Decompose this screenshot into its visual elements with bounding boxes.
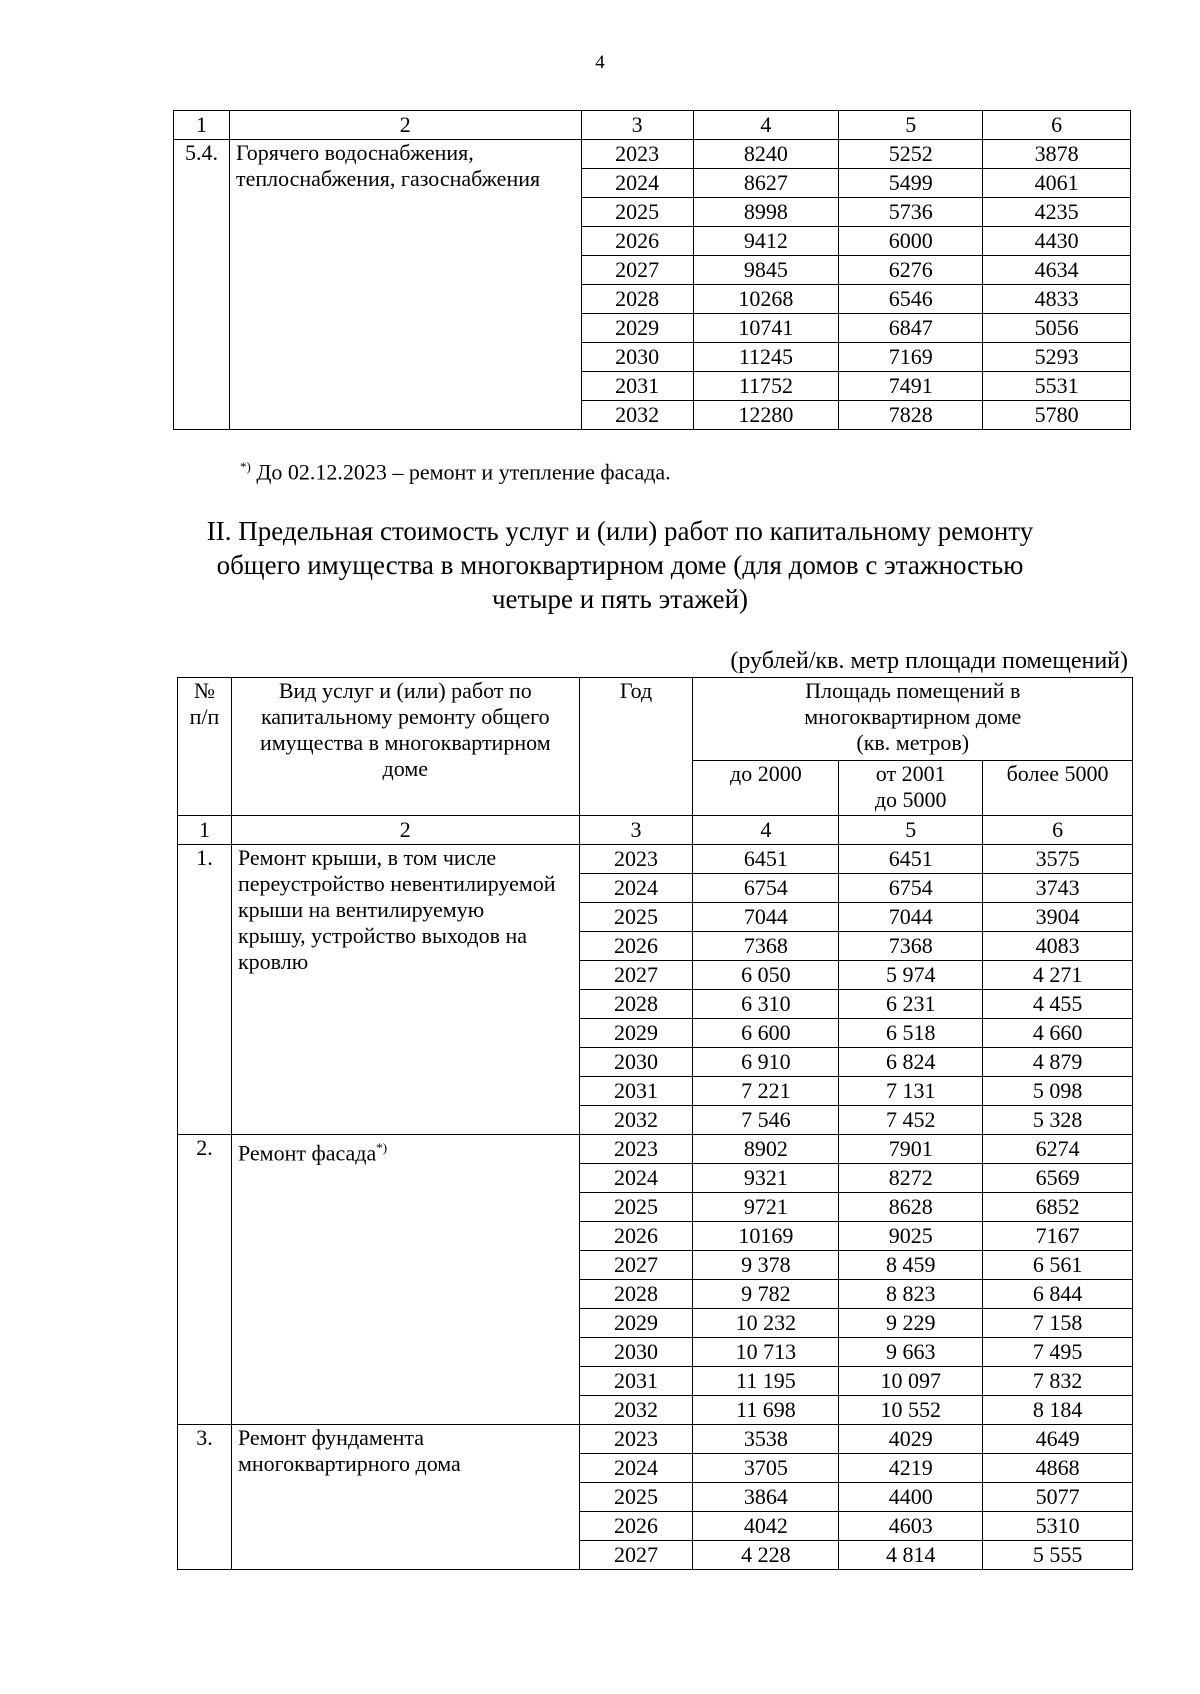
year-cell: 2025 — [579, 1483, 693, 1512]
year-cell: 2025 — [581, 198, 693, 227]
value-cell: 5 098 — [983, 1077, 1133, 1106]
header-work-type — [231, 678, 579, 816]
value-cell: 4061 — [983, 169, 1131, 198]
value-cell: 10 232 — [693, 1309, 839, 1338]
value-cell: 8902 — [693, 1135, 839, 1164]
header-work-type-line: доме — [382, 756, 429, 781]
value-cell: 9 229 — [839, 1309, 983, 1338]
value-cell: 5310 — [983, 1512, 1133, 1541]
item-number: 1. — [178, 845, 232, 1135]
value-cell: 4 455 — [983, 990, 1133, 1019]
value-cell: 7901 — [839, 1135, 983, 1164]
value-cell: 9025 — [839, 1222, 983, 1251]
year-cell: 2029 — [579, 1019, 693, 1048]
column-number: 2 — [231, 816, 579, 845]
year-cell: 2024 — [579, 1454, 693, 1483]
value-cell: 6847 — [839, 314, 983, 343]
value-cell: 5077 — [983, 1483, 1133, 1512]
value-cell: 10268 — [693, 285, 839, 314]
footnote-text: До 02.12.2023 – ремонт и утепление фасада. — [250, 459, 671, 485]
value-cell: 9845 — [693, 256, 839, 285]
value-cell: 4 660 — [983, 1019, 1133, 1048]
column-number: 1 — [178, 816, 232, 845]
footnote-mark: *) — [376, 1140, 388, 1155]
value-cell: 6 910 — [693, 1048, 839, 1077]
value-cell: 6546 — [839, 285, 983, 314]
value-cell: 7 452 — [839, 1106, 983, 1135]
value-cell: 3705 — [693, 1454, 839, 1483]
value-cell: 5252 — [839, 140, 983, 169]
year-cell: 2027 — [579, 961, 693, 990]
year-cell: 2026 — [579, 1512, 693, 1541]
value-cell: 5780 — [983, 401, 1131, 430]
value-cell: 5499 — [839, 169, 983, 198]
year-cell: 2027 — [581, 256, 693, 285]
value-cell: 4042 — [693, 1512, 839, 1541]
value-cell: 7044 — [693, 903, 839, 932]
value-cell: 11 698 — [693, 1396, 839, 1425]
item-name-line: Горячего водоснабжения, — [235, 140, 474, 165]
item-name-line: Ремонт крыши, в том числе — [237, 845, 497, 870]
value-cell: 4 271 — [983, 961, 1133, 990]
item-number: 3. — [178, 1425, 232, 1570]
value-cell: 7368 — [693, 932, 839, 961]
value-cell: 4029 — [839, 1425, 983, 1454]
year-cell: 2023 — [579, 1135, 693, 1164]
header-num-line: п/п — [189, 704, 220, 729]
units-label: (рублей/кв. метр площади помещений) — [730, 648, 1128, 674]
value-cell: 5293 — [983, 343, 1131, 372]
value-cell: 3878 — [983, 140, 1131, 169]
value-cell: 4400 — [839, 1483, 983, 1512]
value-cell: 9 378 — [693, 1251, 839, 1280]
column-number: 5 — [839, 111, 983, 140]
header-area-up-to-2000: до 2000 — [693, 761, 839, 816]
value-cell: 6 050 — [693, 961, 839, 990]
value-cell: 6 310 — [693, 990, 839, 1019]
header-num — [178, 678, 232, 816]
value-cell: 9321 — [693, 1164, 839, 1193]
section-heading — [150, 514, 1090, 616]
value-cell: 4430 — [983, 227, 1131, 256]
value-cell: 3743 — [983, 874, 1133, 903]
value-cell: 7368 — [839, 932, 983, 961]
column-numbers-row — [178, 816, 1133, 845]
value-cell: 6276 — [839, 256, 983, 285]
value-cell: 6000 — [839, 227, 983, 256]
year-cell: 2030 — [579, 1048, 693, 1077]
year-cell: 2026 — [579, 932, 693, 961]
value-cell: 10169 — [693, 1222, 839, 1251]
year-cell: 2028 — [581, 285, 693, 314]
column-number: 1 — [174, 111, 230, 140]
column-numbers-row — [174, 111, 1131, 140]
value-cell: 9 782 — [693, 1280, 839, 1309]
item-name — [229, 140, 581, 430]
value-cell: 6 844 — [983, 1280, 1133, 1309]
value-cell: 6451 — [839, 845, 983, 874]
column-number: 3 — [581, 111, 693, 140]
item-name-line: крыши на вентилируемую — [237, 897, 485, 922]
year-cell: 2031 — [579, 1367, 693, 1396]
table-row — [178, 845, 1133, 874]
year-cell: 2032 — [581, 401, 693, 430]
value-cell: 6 231 — [839, 990, 983, 1019]
value-cell: 7828 — [839, 401, 983, 430]
value-cell: 3538 — [693, 1425, 839, 1454]
value-cell: 6852 — [983, 1193, 1133, 1222]
value-cell: 6 600 — [693, 1019, 839, 1048]
item-name — [231, 1135, 579, 1425]
value-cell: 4833 — [983, 285, 1131, 314]
value-cell: 4219 — [839, 1454, 983, 1483]
value-cell: 4634 — [983, 256, 1131, 285]
year-cell: 2029 — [579, 1309, 693, 1338]
value-cell: 5 974 — [839, 961, 983, 990]
year-cell: 2032 — [579, 1106, 693, 1135]
header-area-line: (кв. метров) — [856, 730, 970, 755]
value-cell: 4603 — [839, 1512, 983, 1541]
table-row — [174, 140, 1131, 169]
item-name-line: Ремонт фундамента — [237, 1425, 425, 1450]
value-cell: 6274 — [983, 1135, 1133, 1164]
value-cell: 7 546 — [693, 1106, 839, 1135]
value-cell: 4 814 — [839, 1541, 983, 1570]
header-num-line: № — [193, 678, 215, 703]
year-cell: 2024 — [579, 1164, 693, 1193]
value-cell: 7169 — [839, 343, 983, 372]
value-cell: 8240 — [693, 140, 839, 169]
header-area-2001-5000-line: от 2001 — [875, 761, 946, 786]
year-cell: 2029 — [581, 314, 693, 343]
header-year: Год — [579, 678, 693, 816]
value-cell: 6 518 — [839, 1019, 983, 1048]
heading-line: II. Предельная стоимость услуг и (или) работ по капитальному ремонту — [206, 516, 1034, 546]
value-cell: 7167 — [983, 1222, 1133, 1251]
year-cell: 2027 — [579, 1541, 693, 1570]
column-number: 3 — [579, 816, 693, 845]
value-cell: 6754 — [693, 874, 839, 903]
value-cell: 5531 — [983, 372, 1131, 401]
table-row — [178, 1135, 1133, 1164]
column-number: 4 — [693, 111, 839, 140]
header-work-type-line: имущества в многоквартирном — [259, 730, 551, 755]
item-name — [231, 845, 579, 1135]
year-cell: 2030 — [579, 1338, 693, 1367]
column-number: 4 — [693, 816, 839, 845]
page-number: 4 — [595, 52, 605, 73]
year-cell: 2023 — [579, 1425, 693, 1454]
year-cell: 2031 — [579, 1077, 693, 1106]
year-cell: 2026 — [581, 227, 693, 256]
year-cell: 2024 — [581, 169, 693, 198]
header-area-over-5000: более 5000 — [983, 761, 1133, 816]
value-cell: 12280 — [693, 401, 839, 430]
item-name-line — [238, 1135, 579, 1166]
value-cell: 9 663 — [839, 1338, 983, 1367]
value-cell: 11752 — [693, 372, 839, 401]
value-cell: 8 823 — [839, 1280, 983, 1309]
value-cell: 5736 — [839, 198, 983, 227]
heading-line: четыре и пять этажей) — [491, 584, 749, 614]
column-number: 5 — [839, 816, 983, 845]
table-row — [178, 1425, 1133, 1454]
year-cell: 2030 — [581, 343, 693, 372]
year-cell: 2023 — [581, 140, 693, 169]
item-name-line: многоквартирного дома — [237, 1451, 461, 1476]
year-cell: 2028 — [579, 990, 693, 1019]
year-cell: 2025 — [579, 1193, 693, 1222]
year-cell: 2025 — [579, 903, 693, 932]
value-cell: 3864 — [693, 1483, 839, 1512]
header-work-type-line: капитальному ремонту общего — [260, 704, 550, 729]
footnote-mark: *) — [240, 459, 251, 474]
value-cell: 6 561 — [983, 1251, 1133, 1280]
item-name-line: крышу, устройство выходов на — [237, 923, 527, 948]
item-name-line: переустройство невентилируемой — [237, 871, 556, 896]
value-cell: 9721 — [693, 1193, 839, 1222]
value-cell: 11245 — [693, 343, 839, 372]
value-cell: 8 184 — [983, 1396, 1133, 1425]
item-number: 5.4. — [174, 140, 230, 430]
year-cell: 2023 — [579, 845, 693, 874]
header-area-2001-5000-line: до 5000 — [874, 787, 947, 812]
heading-line: общего имущества в многоквартирном доме (для домов с этажностью — [216, 550, 1024, 580]
value-cell: 9412 — [693, 227, 839, 256]
year-cell: 2024 — [579, 874, 693, 903]
value-cell: 8627 — [693, 169, 839, 198]
value-cell: 5 555 — [983, 1541, 1133, 1570]
item-name-line: теплоснабжения, газоснабжения — [235, 166, 541, 191]
header-area-line: многоквартирном доме — [804, 704, 1022, 729]
year-cell: 2032 — [579, 1396, 693, 1425]
value-cell: 4 228 — [693, 1541, 839, 1570]
value-cell: 6 824 — [839, 1048, 983, 1077]
cost-table — [177, 677, 1133, 1570]
value-cell: 5 328 — [983, 1106, 1133, 1135]
value-cell: 8272 — [839, 1164, 983, 1193]
value-cell: 7491 — [839, 372, 983, 401]
continuation-table — [173, 110, 1131, 430]
value-cell: 4 879 — [983, 1048, 1133, 1077]
year-cell: 2027 — [579, 1251, 693, 1280]
header-area-line: Площадь помещений в — [805, 678, 1021, 703]
value-cell: 6451 — [693, 845, 839, 874]
value-cell: 11 195 — [693, 1367, 839, 1396]
header-work-type-line: Вид услуг и (или) работ по — [278, 678, 532, 703]
value-cell: 7 131 — [839, 1077, 983, 1106]
item-name-text: Ремонт фасада — [237, 1140, 377, 1166]
value-cell: 7 158 — [983, 1309, 1133, 1338]
value-cell: 3575 — [983, 845, 1133, 874]
year-cell: 2026 — [579, 1222, 693, 1251]
value-cell: 8 459 — [839, 1251, 983, 1280]
value-cell: 7044 — [839, 903, 983, 932]
value-cell: 10 552 — [839, 1396, 983, 1425]
value-cell: 3904 — [983, 903, 1133, 932]
header-area — [693, 678, 1133, 761]
value-cell: 6569 — [983, 1164, 1133, 1193]
item-name — [231, 1425, 579, 1570]
item-number: 2. — [178, 1135, 232, 1425]
value-cell: 4868 — [983, 1454, 1133, 1483]
value-cell: 10 713 — [693, 1338, 839, 1367]
value-cell: 7 832 — [983, 1367, 1133, 1396]
value-cell: 8998 — [693, 198, 839, 227]
year-cell: 2031 — [581, 372, 693, 401]
value-cell: 10 097 — [839, 1367, 983, 1396]
footnote — [240, 459, 671, 485]
value-cell: 6754 — [839, 874, 983, 903]
value-cell: 4083 — [983, 932, 1133, 961]
year-cell: 2028 — [579, 1280, 693, 1309]
header-area-2001-5000 — [839, 761, 983, 816]
column-number: 2 — [229, 111, 581, 140]
value-cell: 4235 — [983, 198, 1131, 227]
column-number: 6 — [983, 816, 1133, 845]
value-cell: 5056 — [983, 314, 1131, 343]
value-cell: 4649 — [983, 1425, 1133, 1454]
value-cell: 10741 — [693, 314, 839, 343]
item-name-line: кровлю — [237, 949, 309, 974]
column-number: 6 — [983, 111, 1131, 140]
value-cell: 8628 — [839, 1193, 983, 1222]
value-cell: 7 221 — [693, 1077, 839, 1106]
value-cell: 7 495 — [983, 1338, 1133, 1367]
